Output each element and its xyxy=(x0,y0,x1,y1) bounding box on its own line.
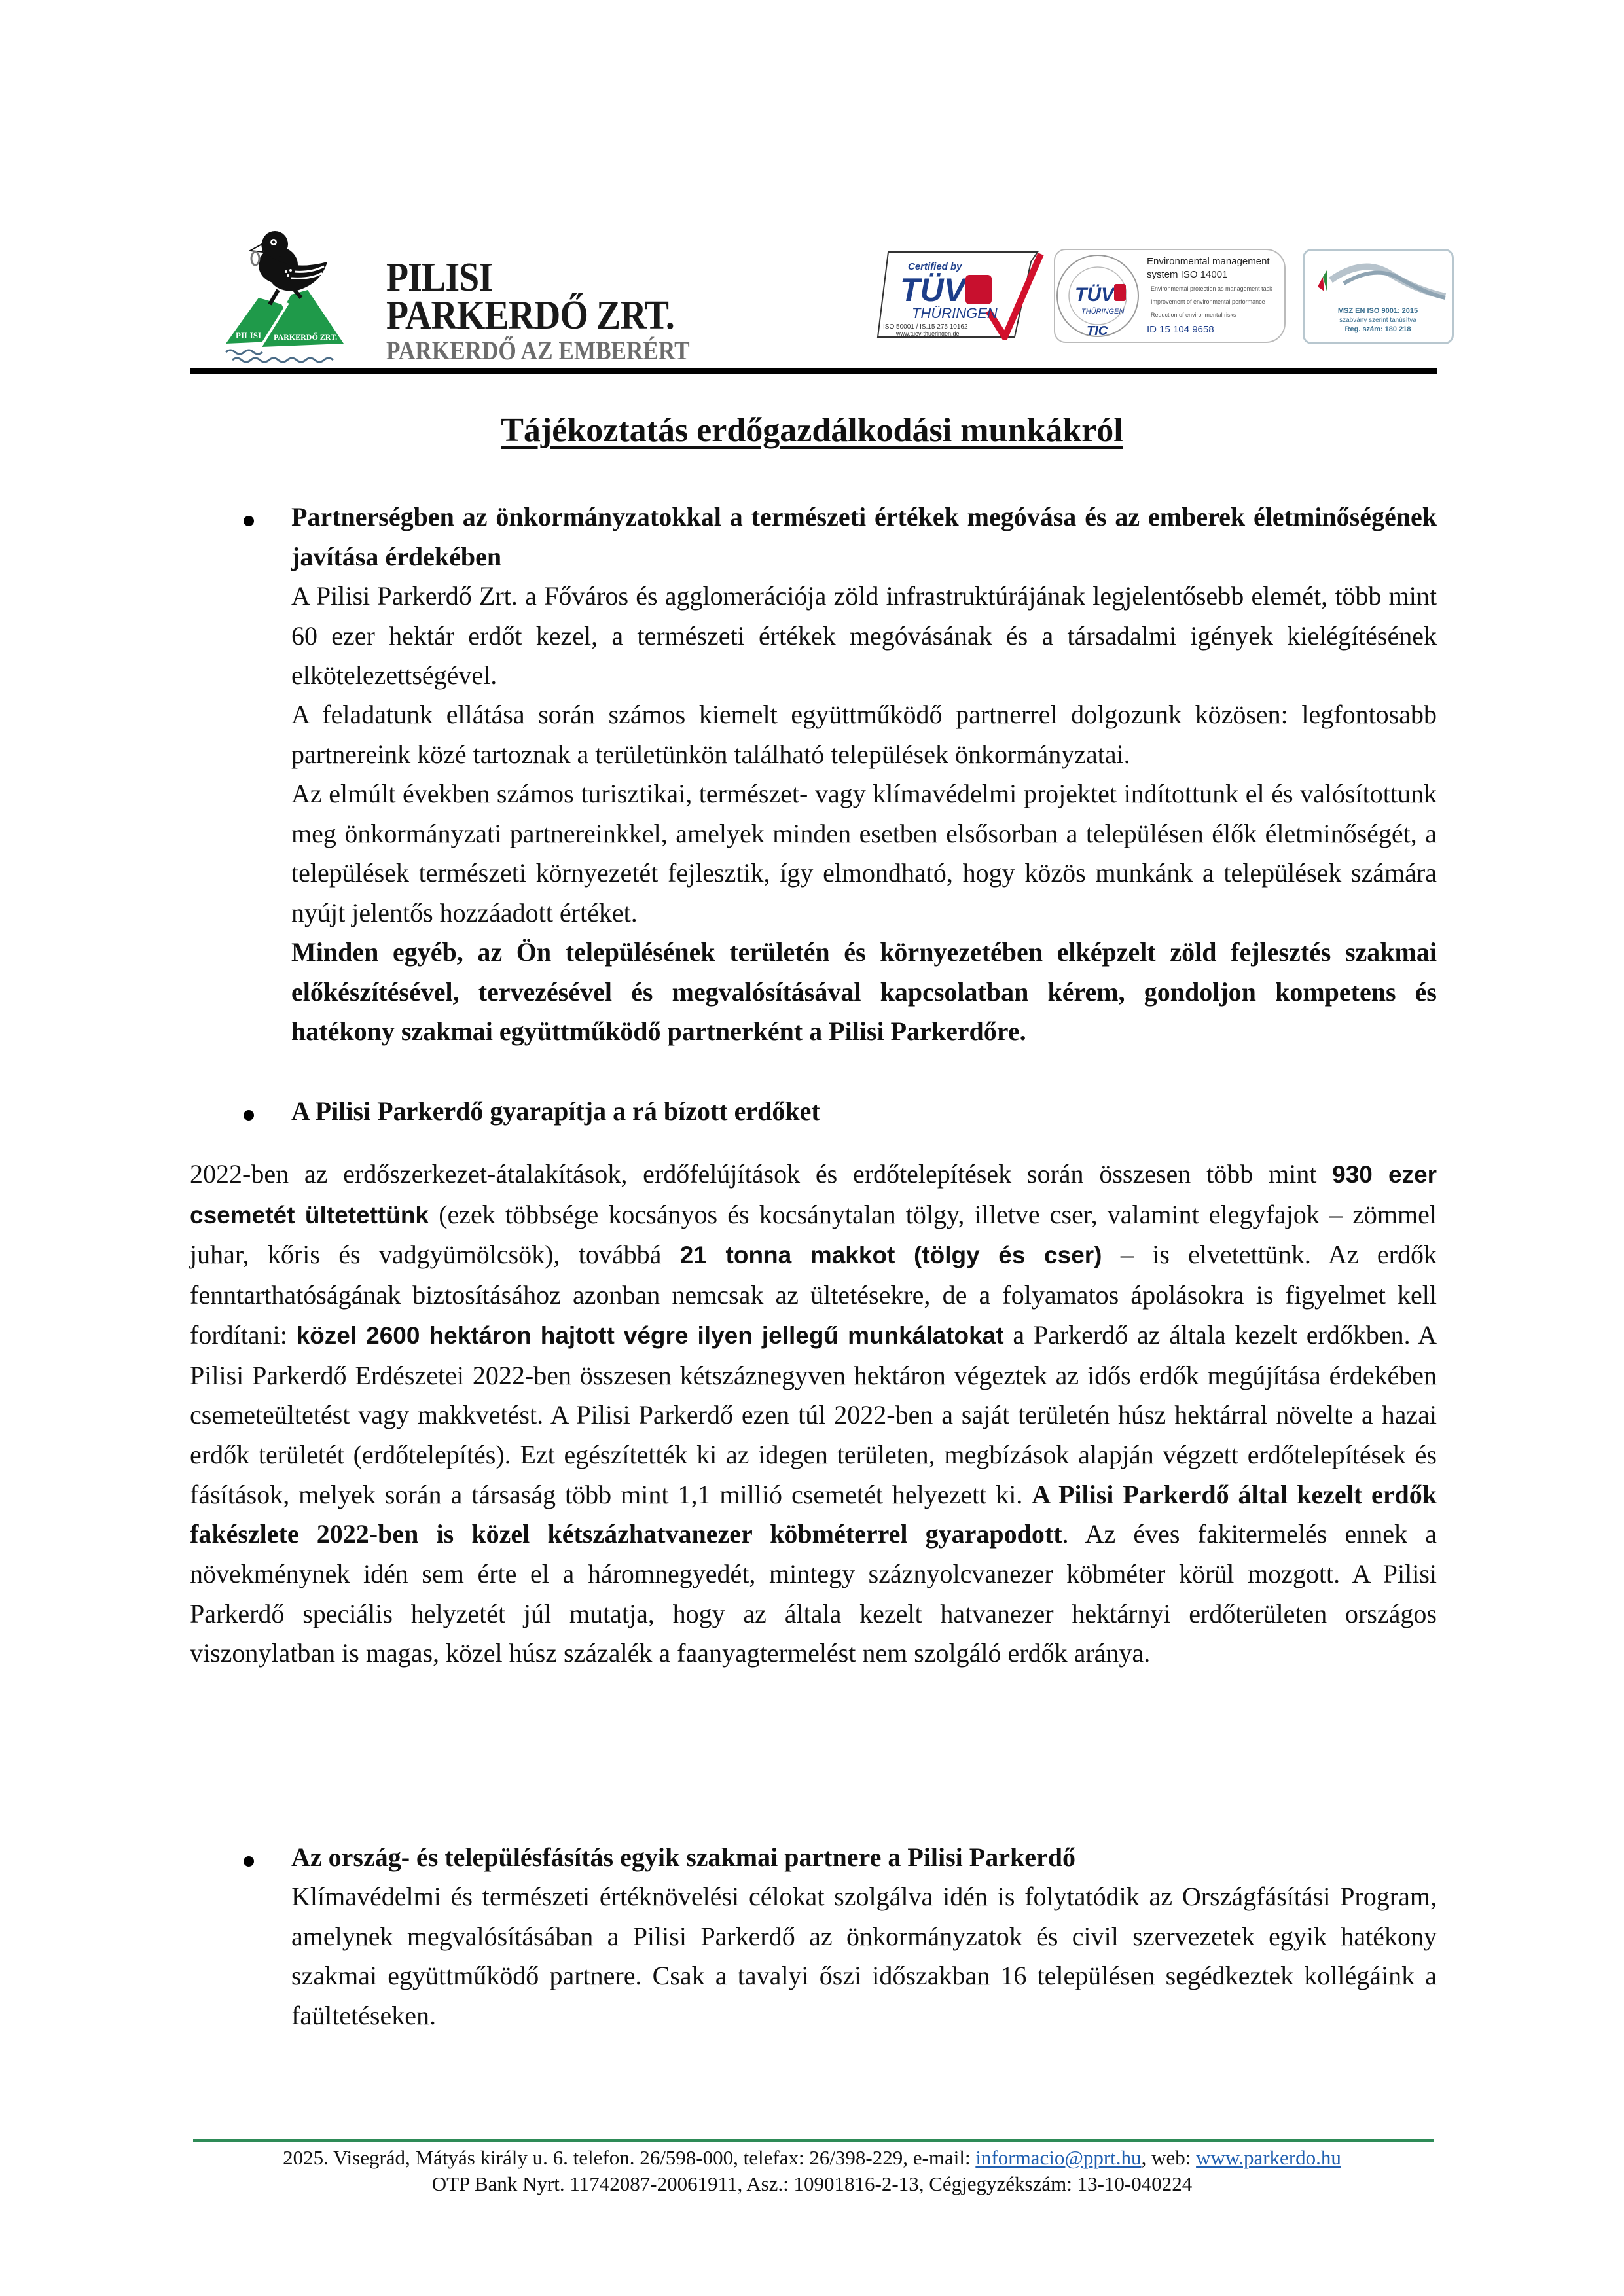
section-3-heading: Az ország- és településfásítás egyik szakmai partnere a Pilisi Parkerdő xyxy=(291,1842,1075,1872)
section-2-paragraph xyxy=(190,1155,1437,1674)
section-1-paragraph-2: A feladatunk ellátása során számos kiemelt együttműködő partnerrel dolgozunk közösen: legfontosabb partnereink közé tartoznak a területünkön található települések önkormányzatai. xyxy=(291,700,1437,769)
website-link[interactable]: www.parkerdo.hu xyxy=(1196,2146,1341,2169)
svg-text:TÜV: TÜV xyxy=(1075,284,1114,306)
highlighted-text: A Pilisi Parkerdő által kezelt erdők fakészlete 2022-ben is közel kétszázhatvanezer köbméterrel gyarapodott xyxy=(190,1479,1437,1549)
body-text: – is elvetettünk. Az erdők fenntarthatóságának biztosításához azonban nemcsak az ültetésekre, de a folyamatos ápolásokra is figyelmet kell fordítani: xyxy=(190,1240,1437,1350)
svg-text:Certified by: Certified by xyxy=(908,261,962,272)
bird-on-hills-logo-icon xyxy=(223,226,347,367)
svg-text:ISO 50001 / IS.15 275 10162: ISO 50001 / IS.15 275 10162 xyxy=(883,323,968,331)
highlighted-text: 930 ezer csemetét ültetettünk xyxy=(190,1161,1437,1229)
footer-address-line xyxy=(0,2145,1624,2170)
svg-text:PILISI: PILISI xyxy=(236,331,262,340)
svg-text:Reg. szám: 180 218: Reg. szám: 180 218 xyxy=(1344,325,1411,333)
svg-text:Environmental protection as ma: Environmental protection as management task xyxy=(1151,285,1272,292)
svg-text:THÜRINGEN: THÜRINGEN xyxy=(912,305,998,321)
section-1-paragraph-1: A Pilisi Parkerdő Zrt. a Főváros és agglomerációja zöld infrastruktúrájának legjelentősebb elemét, több mint 60 ezer hektár erdőt kezel, a természeti értékek megóvásának és a társadalmi igények kielégítésének elkötelezettségével. xyxy=(291,581,1437,690)
bullet-icon xyxy=(244,1856,254,1867)
svg-text:THÜRINGEN: THÜRINGEN xyxy=(1081,308,1125,315)
company-brand xyxy=(386,255,731,367)
document-title-text: Tájékoztatás erdőgazdálkodási munkákról xyxy=(501,412,1123,449)
footer-bank-line: OTP Bank Nyrt. 11742087-20061911, Asz.: 10901816-2-13, Cégjegyzékszám: 13-10-040224 xyxy=(431,2172,1193,2195)
svg-text:TÜV: TÜV xyxy=(900,272,965,308)
svg-text:Environmental management: Environmental management xyxy=(1147,256,1270,267)
brand-name-line1: PILISI xyxy=(386,255,493,300)
company-logo-mark xyxy=(223,226,347,367)
footer-web-label: , web: xyxy=(1141,2146,1197,2169)
section-2-heading: A Pilisi Parkerdő gyarapítja a rá bízott erdőket xyxy=(291,1096,820,1126)
body-text: 2022-ben az erdőszerkezet-átalakítások, erdőfelújítások és erdőtelepítések során összesen több mint xyxy=(190,1159,1333,1189)
svg-text:PARKERDŐ ZRT.: PARKERDŐ ZRT. xyxy=(274,332,338,342)
bullet-icon xyxy=(244,1110,254,1121)
section-3-paragraph: Klímavédelmi és természeti értéknövelési célokat szolgálva idén is folytatódik az Országfásítási Program, amelynek megvalósításában a Pilisi Parkerdő az önkormányzatok és civil szervezetek egyik hatékony szakmai együttműködő partnere. Csak a tavalyi őszi időszakban 16 településen segédkeztek kollégáink a faültetéseken. xyxy=(291,1882,1437,2030)
svg-text:Reduction of environmental ris: Reduction of environmental risks xyxy=(1151,312,1236,318)
highlighted-text: közel 2600 hektáron hajtott végre ilyen jellegű munkálatokat xyxy=(296,1321,1004,1349)
svg-text:ID 15 104 9658: ID 15 104 9658 xyxy=(1147,324,1214,335)
section-1-call-to-action: Minden egyéb, az Ön településének területén és környezetében elképzelt zöld fejlesztés szakmai előkészítésével, tervezésével és megvalósításával kapcsolatban kérem, gondoljon kompetens és hatékony szakmai együttműködő partnerként a Pilisi Parkerdőre. xyxy=(291,937,1437,1046)
svg-text:system ISO 14001: system ISO 14001 xyxy=(1147,269,1228,280)
iso9001-icon xyxy=(1305,251,1452,342)
svg-text:szabvány szerint tanúsítva: szabvány szerint tanúsítva xyxy=(1339,317,1416,324)
brand-name-line2: PARKERDŐ ZRT. xyxy=(386,293,674,338)
iso9001-badge xyxy=(1303,249,1454,344)
body-text: (ezek többsége kocsányos és kocsánytalan tölgy, illetve cser, valamint elegyfajok – zömmel juhar, kőris és vadgyümölcsök), továbbá xyxy=(190,1199,1437,1270)
email-link[interactable]: informacio@pprt.hu xyxy=(975,2146,1142,2169)
tuv-certified-icon xyxy=(874,249,1044,340)
header-divider xyxy=(190,368,1437,374)
section-1-heading: Partnerségben az önkormányzatokkal a természeti értékek megóvása és az emberek életminőségének javítása érdekében xyxy=(291,502,1437,571)
tuv-iso14001-icon xyxy=(1055,250,1284,342)
svg-text:www.tuev-thueringen.de: www.tuev-thueringen.de xyxy=(896,331,960,337)
document-title xyxy=(0,411,1624,450)
svg-text:MSZ EN ISO 9001: 2015: MSZ EN ISO 9001: 2015 xyxy=(1337,307,1418,315)
iso14001-badge xyxy=(1054,249,1286,343)
bullet-icon xyxy=(244,516,254,526)
section-1-paragraph-3: Az elmúlt években számos turisztikai, természet- vagy klímavédelmi projektet indítottunk el és valósítottunk meg önkormányzati partnereinkkel, amelyek minden esetben elsősorban a településen élők életminőségét, a települések természeti környezetét fejlesztik, így elmondható, hogy közös munkánk a települések számára nyújt jelentős hozzáadott értéket. xyxy=(291,779,1437,927)
svg-text:Improvement of environmental p: Improvement of environmental performance xyxy=(1151,298,1265,305)
footer-divider xyxy=(193,2139,1434,2142)
svg-text:TIC: TIC xyxy=(1087,324,1108,338)
brand-tagline: PARKERDŐ AZ EMBERÉRT xyxy=(386,336,690,365)
body-text: a Parkerdő az általa kezelt erdőkben. A Pilisi Parkerdő Erdészetei 2022-ben összesen kétszáznegyven hektáron végeztek az idős erdők megújítása érdekében csemeteültetést vagy makkvetést. A Pilisi Parkerdő ezen túl 2022-ben a saját területén húsz hektárral növelte a hazai erdők területét (erdőtelepítés). Ezt egészítették ki az idegen területen, megbízások alapján végzett erdőtelepítések és fásítások, melyek során a társaság több mint 1,1 millió csemetét helyezett ki. xyxy=(190,1319,1437,1509)
footer-contact-text: 2025. Visegrád, Mátyás király u. 6. telefon. 26/598-000, telefax: 26/398-229, e-mail: xyxy=(283,2146,976,2169)
body-text: . Az éves fakitermelés ennek a növekménynek idén sem érte el a háromnegyedét, mintegy száznyolcvanezer köbméter körül mozgott. A Pilisi Parkerdő speciális helyzetét júl mutatja, hogy az általa kezelt hatvanezer hektárnyi erdőterületen országos viszonylatban is magas, közel húsz százalék a faanyagtermelést nem szolgáló erdők aránya. xyxy=(190,1519,1437,1668)
highlighted-text: 21 tonna makkot (tölgy és cser) xyxy=(679,1242,1102,1269)
tuv-certified-badge xyxy=(874,249,1044,340)
